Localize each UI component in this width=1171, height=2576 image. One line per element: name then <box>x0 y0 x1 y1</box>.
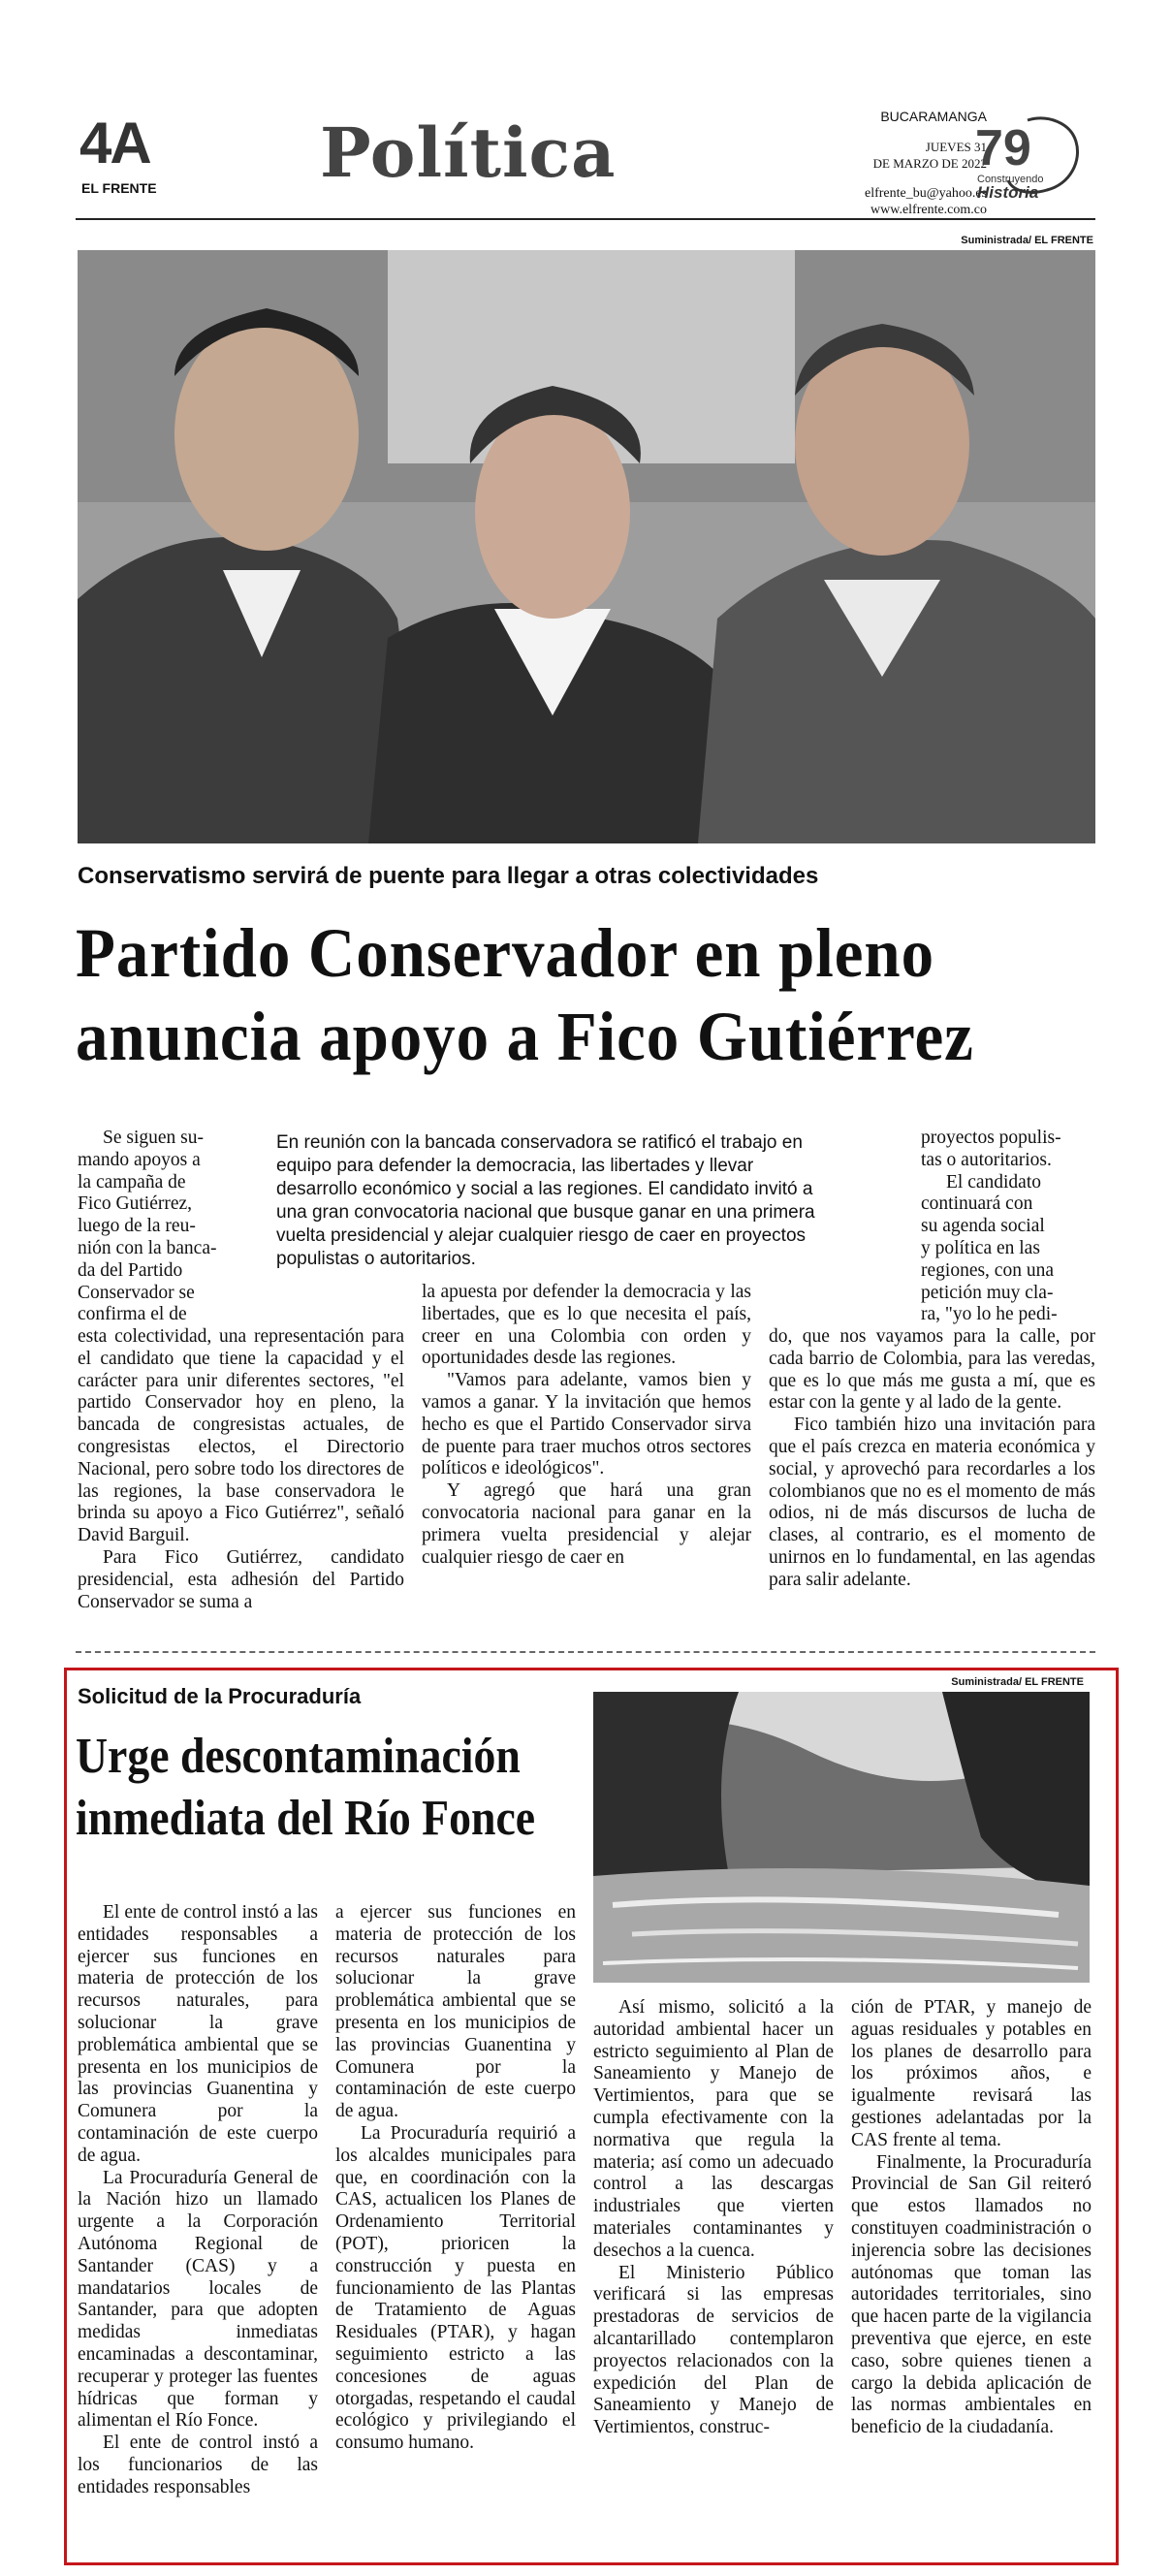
col3-line: su agenda social <box>921 1216 1045 1237</box>
header-email[interactable]: elfrente_bu@yahoo.es <box>864 186 987 201</box>
article2-headline <box>76 1726 554 1850</box>
paragraph: Para Fico Gutiérrez, candidato presidencial, esta adhesión del Partido Conservador se suma a <box>78 1546 404 1612</box>
article2-col1 <box>78 1902 318 2499</box>
page-number-digit: 4 <box>79 111 111 175</box>
col3-line: regiones, con una <box>921 1259 1054 1281</box>
col3-line: proyectos populis- <box>921 1128 1061 1148</box>
article1-col3-top <box>921 1128 1095 1326</box>
paragraph: a ejercer sus funciones en materia de protección de los recursos naturales para solucionar la grave problemática ambiental que se presenta en los municipios de las provincias Guanentina y Comunera por la contaminación de este cuerpo de agua. <box>335 1902 576 2122</box>
section-divider <box>76 1651 1095 1653</box>
page-number-letter: A <box>110 111 150 175</box>
paragraph: El ente de control instó a las entidades responsables a ejercer sus funciones en materia de protección de los recursos naturales, para solucionar la grave problemática ambiental que se presenta en los municipios de las provincias Guanentina y Comunera por la contaminación de este cuerpo de agua. <box>78 1902 318 2166</box>
col3-line: y política en las <box>921 1237 1040 1258</box>
river-photo <box>593 1692 1090 1983</box>
col1-line: nión con la banca- <box>78 1237 217 1258</box>
headline-line-1: Urge descontaminación <box>76 1729 521 1784</box>
header-website[interactable]: www.elfrente.com.co <box>870 203 987 217</box>
article-headline <box>76 911 1031 1078</box>
paragraph: Fico también hizo una invitación para que el país crezca en materia económica y social, y aprovechó para recordarles a los colombianos que no es el momento de más odios, ni de más discursos de lucha de clases, al contrario, es el momento de unirnos en lo fundamental, en las agendas para salir adelante. <box>769 1415 1095 1590</box>
col3-line: El candidato <box>946 1171 1042 1193</box>
headline-line-2: anuncia apoyo a Fico Gutiérrez <box>76 998 974 1075</box>
col1-line: la campaña de <box>78 1171 186 1193</box>
anniversary-number: 79 <box>975 120 1031 176</box>
page-number <box>79 111 150 175</box>
col3-line: tas o autoritarios. <box>921 1149 1052 1170</box>
header-date-1: JUEVES 31 <box>925 140 987 154</box>
anniversary-logo <box>969 109 1086 202</box>
paragraph: do, que nos vayamos para la calle, por cada barrio de Colombia, para las veredas, que es lo que más me gusta a mí, que es estar con la gente y al lado de la gente. <box>769 1326 1095 1414</box>
paragraph: esta colectividad, una representación para el candidato que tiene la capacidad y el carácter para unir diferentes sectores, "el partido Conservador hoy en pleno, la bancada de congresistas actuales, de congresistas electos, el Directorio Nacional, pero sobre todo los directores de las regiones, la base conservadora le brinda su apoyo a Fico Gutiérrez", señaló David Barguil. <box>78 1326 404 1546</box>
paragraph: La Procuraduría General de la Nación hizo un llamado urgente a la Corporación Autónoma Regional de Santander (CAS) y a mandatarios locales de Santander, para que adopten medidas inmediatas encaminadas a descontaminar, recuperar y proteger las fuentes hídricas que forman y alimentan el Río Fonce. <box>78 2167 318 2432</box>
article2-col4 <box>851 1997 1092 2439</box>
paragraph: Y agregó que hará una gran convocatoria nacional para ganar en la primera vuelta presidencial y alejar cualquier riesgo de caer en <box>422 1480 751 1568</box>
article1-col3 <box>769 1326 1095 1592</box>
article2-col3 <box>593 1997 834 2439</box>
header-info <box>754 109 987 218</box>
col1-line: Se siguen su- <box>103 1128 204 1148</box>
paragraph: ción de PTAR, y manejo de aguas residuales y potables en los planes de desarrollo para los próximos años, e igualmente revisará las gestiones adelantadas por la CAS frente al tema. <box>851 1997 1092 2150</box>
article2-kicker: Solicitud de la Procuraduría <box>78 1684 362 1708</box>
paragraph: El ente de control instó a los funcionarios de las entidades responsables <box>78 2433 318 2497</box>
header-date-2: DE MARZO DE 2022 <box>872 156 987 171</box>
photo2-credit: Suministrada/ EL FRENTE <box>951 1676 1084 1688</box>
article-photo <box>78 250 1095 843</box>
headline-line-2: inmediata del Río Fonce <box>76 1791 536 1846</box>
col1-line: da del Partido <box>78 1259 183 1281</box>
col1-line: Conservador se <box>78 1282 195 1303</box>
article2-col2 <box>335 1902 576 2455</box>
anniversary-tag2: Historia <box>977 183 1039 202</box>
section-title: Política <box>320 112 617 193</box>
col1-line: mando apoyos a <box>78 1149 201 1170</box>
article-lead: En reunión con la bancada conservadora se ratificó el trabajo en equipo para defender la democracia, las libertades y llevar desarrollo económico y social a las regiones. El candidato invitó a una gran convocatoria nacional que busque ganar en una primera vuelta presidencial y alejar cualquier riesgo de caer en proyectos populistas o autoritarios. <box>276 1132 815 1269</box>
paragraph: Así mismo, solicitó a la autoridad ambiental hacer un estricto seguimiento al Plan de Saneamiento y Manejo de Vertimientos, para que se cumpla efectivamente con la normativa que regula la materia; así como un adecuado control a las descargas industriales que vierten materiales contaminantes y desechos a la cuenca. <box>593 1997 834 2261</box>
headline-line-1: Partido Conservador en pleno <box>76 914 934 992</box>
header-rule <box>76 218 1095 220</box>
paragraph: La Procuraduría requirió a los alcaldes municipales para que, en coordinación con la CAS, actualicen los Planes de Ordenamiento Territorial (POT), prioricen la construcción y puesta en funcionamiento de las Plantas de Tratamiento de Aguas Residuales (PTAR), y hagan seguimiento estricto a las concesiones de aguas otorgadas, respetando el caudal ecológico y privilegiando el consumo humano. <box>335 2122 576 2454</box>
paragraph: El Ministerio Público verificará si las empresas prestadoras de servicios de alcantarillado contemplaron proyectos relacionados con la expedición del Plan de Saneamiento y Manejo de Vertimientos, construc- <box>593 2262 834 2438</box>
article1-col1 <box>78 1326 404 1613</box>
article1-col1-top <box>78 1128 260 1326</box>
paragraph: Finalmente, la Procuraduría Provincial de San Gil reiteró que estos llamados no constituyen coadministración o injerencia sobre las decisiones autónomas que toman las autoridades territoriales, sino que hacen parte de la vigilancia preventiva que ejerce, en este caso, sobre quienes tienen a cargo la debida aplicación de las normas ambientales en beneficio de la ciudadanía. <box>851 2151 1092 2438</box>
paragraph: la apuesta por defender la democracia y las libertades, que es lo que necesita el país, creer en una Colombia con orden y oportunidades desde las regiones. <box>422 1282 751 1369</box>
col1-line: luego de la reu- <box>78 1216 196 1237</box>
header-city: BUCARAMANGA <box>880 109 987 124</box>
article1-col2 <box>422 1282 751 1569</box>
article-kicker: Conservatismo servirá de puente para llegar a otras colectividades <box>78 863 819 889</box>
paragraph: "Vamos para adelante, vamos bien y vamos a ganar. Y la invitación que hemos hecho es que el Partido Conservador sirva de puente para traer muchos otros sectores políticos e ideológicos". <box>422 1370 751 1479</box>
paper-name: EL FRENTE <box>81 180 157 196</box>
col3-line: continuará con <box>921 1193 1033 1215</box>
col3-line: ra, "yo lo he pedi- <box>921 1304 1058 1325</box>
col1-line: confirma el de <box>78 1304 187 1325</box>
col1-line: Fico Gutiérrez, <box>78 1193 193 1215</box>
anniversary-tag1: Construyendo <box>977 174 1044 185</box>
col3-line: petición muy cla- <box>921 1282 1054 1303</box>
photo-credit: Suministrada/ EL FRENTE <box>961 235 1093 246</box>
